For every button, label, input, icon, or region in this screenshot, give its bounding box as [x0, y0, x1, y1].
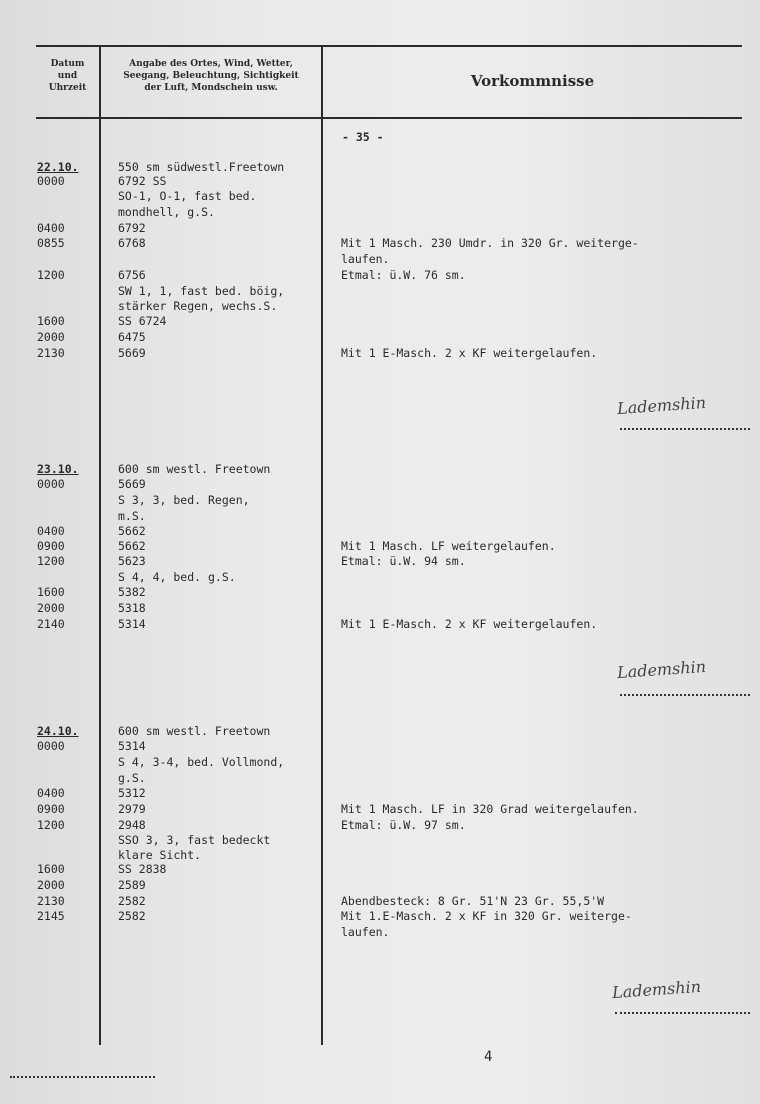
entry-time: 0900: [37, 802, 65, 816]
entry-time: 2130: [37, 894, 65, 908]
footer-mark: 4: [484, 1049, 493, 1065]
entry-location-weather: 5314: [118, 739, 146, 753]
col-divider-2: [321, 45, 323, 1045]
entry-event: laufen.: [341, 252, 390, 266]
entry-time: 0400: [37, 221, 65, 235]
entry-time: 2000: [37, 330, 65, 344]
header-events: Vorkommnisse: [470, 72, 595, 90]
entry-event: Abendbesteck: 8 Gr. 51'N 23 Gr. 55,5'W: [341, 894, 605, 908]
entry-location-weather: 5669: [118, 477, 146, 491]
entry-location-weather: SSO 3, 3, fast bedeckt: [118, 833, 271, 847]
signature-2: Lademshin: [616, 656, 707, 683]
entry-time: 1200: [37, 818, 65, 832]
page-number: - 35 -: [342, 130, 384, 144]
entry-location-weather: 5312: [118, 786, 146, 800]
entry-location-weather: 5623: [118, 554, 146, 568]
entry-event: Etmal: ü.W. 97 sm.: [341, 818, 466, 832]
entry-location-weather: S 3, 3, bed. Regen,: [118, 493, 250, 507]
header-location-weather: Angabe des Ortes, Wind, Wetter, Seegang, Beleuchtung, Sichtigkeit der Luft, Mondschein usw.: [123, 59, 299, 93]
entry-time: 1200: [37, 268, 65, 282]
entry-event: Etmal: ü.W. 76 sm.: [341, 268, 466, 282]
entry-location-weather: 5318: [118, 601, 146, 615]
entry-event: Mit 1 Masch. LF in 320 Grad weitergelaufen.: [341, 802, 639, 816]
entry-time: 1200: [37, 554, 65, 568]
entry-event: Mit 1 Masch. LF weitergelaufen.: [341, 539, 556, 553]
entry-location-weather: klare Sicht.: [118, 848, 202, 862]
entry-location-weather: 2582: [118, 894, 146, 908]
entry-time: 0400: [37, 786, 65, 800]
entry-time: 0855: [37, 236, 65, 250]
entry-time: 1600: [37, 314, 65, 328]
entry-location-weather: 6792: [118, 221, 146, 235]
entry-location-weather: 2948: [118, 818, 146, 832]
entry-location-weather: 5314: [118, 617, 146, 631]
entry-location-weather: SS 2838: [118, 862, 167, 876]
entry-event: Etmal: ü.W. 94 sm.: [341, 554, 466, 568]
entry-location-weather: mondhell, g.S.: [118, 205, 215, 219]
entry-location-weather: SS 6724: [118, 314, 167, 328]
signature-3: Lademshin: [611, 976, 702, 1003]
entry-location-weather: 6475: [118, 330, 146, 344]
entry-location-weather: 5662: [118, 539, 146, 553]
entry-date: 23.10.: [37, 462, 79, 476]
footer-dotted-line: [10, 1076, 155, 1078]
entry-location-weather: 5662: [118, 524, 146, 538]
header-date-time: Datum und Uhrzeit: [48, 59, 87, 93]
entry-time: 2140: [37, 617, 65, 631]
entry-event: laufen.: [341, 925, 390, 939]
entry-time: 0000: [37, 739, 65, 753]
signature-line-3: [615, 1012, 750, 1014]
entry-time: 2145: [37, 909, 65, 923]
header-rule: [36, 117, 742, 119]
signature-1: Lademshin: [616, 392, 707, 419]
entry-event: Mit 1 Masch. 230 Umdr. in 320 Gr. weiterge-: [341, 236, 639, 250]
entry-date: 22.10.: [37, 160, 79, 174]
signature-line-1: [620, 428, 750, 430]
entry-location-weather: S 4, 3-4, bed. Vollmond,: [118, 755, 285, 769]
entry-location-weather: m.S.: [118, 509, 146, 523]
entry-location-weather: 5382: [118, 585, 146, 599]
entry-location-weather: 600 sm westl. Freetown: [118, 724, 271, 738]
top-rule: [36, 45, 742, 47]
entry-location-weather: SW 1, 1, fast bed. böig,: [118, 284, 285, 298]
entry-time: 2000: [37, 878, 65, 892]
entry-date: 24.10.: [37, 724, 79, 738]
entry-location-weather: SO-1, O-1, fast bed.: [118, 189, 257, 203]
entry-time: 0900: [37, 539, 65, 553]
entry-time: 2130: [37, 346, 65, 360]
entry-location-weather: 2582: [118, 909, 146, 923]
entry-location-weather: 600 sm westl. Freetown: [118, 462, 271, 476]
entry-location-weather: 6756: [118, 268, 146, 282]
entry-location-weather: g.S.: [118, 771, 146, 785]
entry-time: 0000: [37, 174, 65, 188]
signature-line-2: [620, 694, 750, 696]
entry-location-weather: 5669: [118, 346, 146, 360]
entry-time: 2000: [37, 601, 65, 615]
entry-location-weather: 6768: [118, 236, 146, 250]
entry-time: 1600: [37, 862, 65, 876]
entry-location-weather: 2979: [118, 802, 146, 816]
entry-location-weather: 2589: [118, 878, 146, 892]
entry-event: Mit 1 E-Masch. 2 x KF weitergelaufen.: [341, 346, 598, 360]
entry-time: 0000: [37, 477, 65, 491]
entry-location-weather: S 4, 4, bed. g.S.: [118, 570, 236, 584]
entry-location-weather: 6792 SS: [118, 174, 167, 188]
entry-time: 0400: [37, 524, 65, 538]
entry-location-weather: 550 sm südwestl.Freetown: [118, 160, 285, 174]
entry-event: Mit 1.E-Masch. 2 x KF in 320 Gr. weiterge-: [341, 909, 632, 923]
entry-event: Mit 1 E-Masch. 2 x KF weitergelaufen.: [341, 617, 598, 631]
entry-location-weather: stärker Regen, wechs.S.: [118, 299, 278, 313]
col-divider-1: [99, 45, 101, 1045]
entry-time: 1600: [37, 585, 65, 599]
